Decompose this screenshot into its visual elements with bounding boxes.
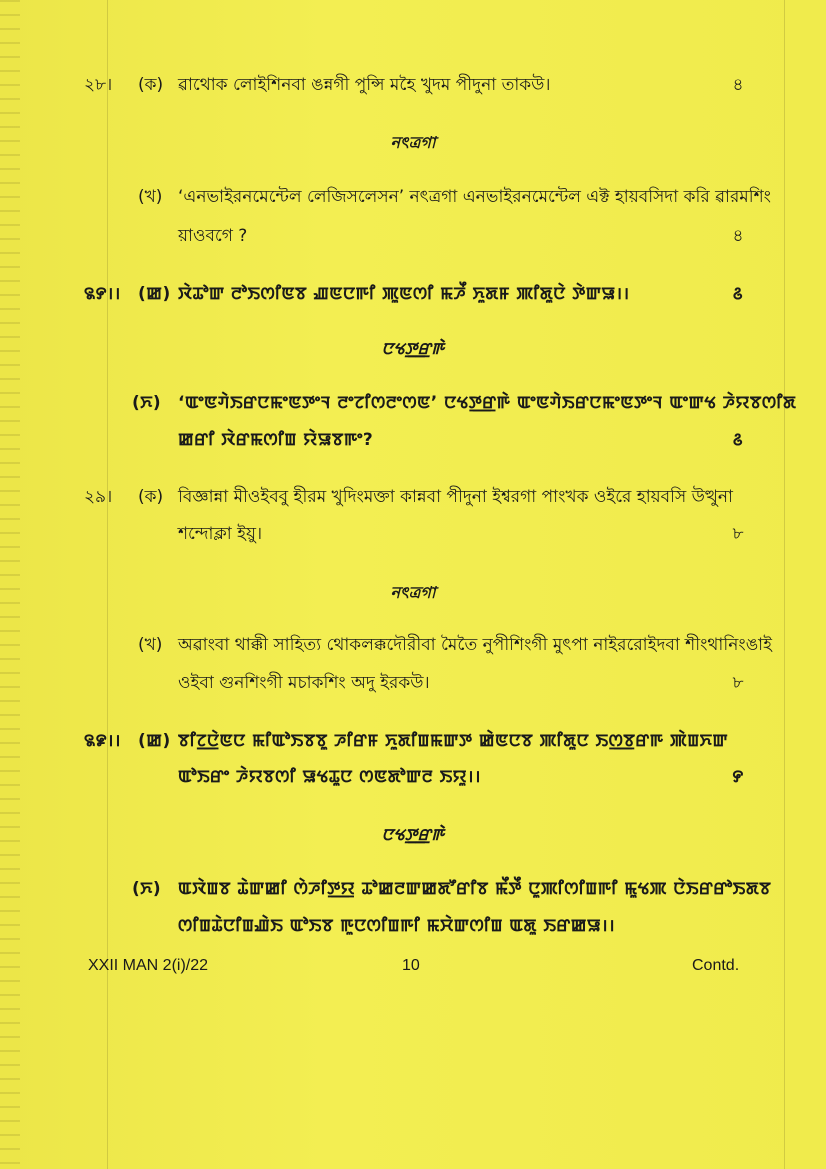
question-text-line1: বিজ্ঞান্না মীওইববু হীরম খুদিংমক্তা কান্নবা পীদুনা ইশ্বরগা পাংখক ওইরে হায়বসি উত্থুনা	[178, 487, 733, 507]
sub-label: (ꯀ)	[138, 731, 171, 751]
marks: ꯴	[732, 430, 744, 450]
or-heading-bengali: নৎত্রগা	[390, 583, 436, 602]
question-text-line1: ‘ꯑꯦꯟꯚꯥꯏꯔꯅꯃꯦꯟꯇꯦꯜ ꯂꯦꯖꯤꯁꯂꯦꯁꯟ’ ꯅꯠꯇ꯭ꯔꯒꯥ ꯑꯦꯟꯚꯥꯏꯔꯅꯃꯦꯟꯇꯦꯜ ꯑꯦꯛꯠ ꯍꯥꯌꯕꯁꯤꯗ	[178, 393, 797, 413]
question-number: ꯲꯹।।	[84, 731, 121, 751]
or-heading-meitei: ꯅꯠꯇ꯭ꯔꯒꯥ	[381, 825, 445, 844]
sub-label: (ꯈ)	[132, 879, 162, 899]
marks: ৮	[732, 673, 744, 693]
question-text: ৱাথোক লোইশিনবা ঙন্নগী পুন্সি মহৈ খুদম পীদুনা তাকউ।	[178, 75, 551, 95]
question-text-line2: য়াওবগে ?	[178, 226, 248, 246]
question-text-line2: শন্দোক্লা ইয়ু।	[178, 524, 263, 544]
sub-label: (খ)	[138, 187, 163, 207]
marks: ꯴	[732, 284, 744, 304]
or-heading-bengali: নৎত্রগা	[390, 133, 436, 152]
sub-label: (খ)	[138, 635, 163, 655]
marks: ৪	[732, 75, 744, 95]
question-number: ২৮।	[84, 75, 113, 95]
contd-label: Contd.	[692, 957, 740, 974]
marks: ৮	[732, 524, 744, 544]
question-text-line1: ꯕꯤꯖ꯭ꯅꯥꯟꯅ ꯃꯤꯑꯣꯏꯕꯕꯨ ꯍꯤꯔꯝ ꯈꯨꯗꯤꯡꯃꯛꯇ ꯀꯥꯟꯅꯕ ꯄꯤꯗꯨꯅ ꯏꯁ꯭ꯕꯔꯒ ꯄꯥꯡꯈꯛ	[178, 731, 729, 751]
sub-label: (ক)	[138, 487, 164, 507]
question-text-line2: ꯁꯤꯡꯊꯥꯅꯤꯡꯉꯥꯏ ꯑꯣꯏꯕ ꯒꯨꯅꯁꯤꯡꯒꯤ ꯃꯆꯥꯛꯁꯤꯡ ꯑꯗꯨ ꯏꯔꯀꯎ।।	[178, 916, 616, 936]
marks: ꯸	[732, 767, 744, 787]
sub-label: (ক)	[138, 75, 164, 95]
marks: ৪	[732, 226, 744, 246]
page-number: 10	[402, 957, 420, 974]
or-heading-meitei: ꯅꯠꯇ꯭ꯔꯒꯥ	[381, 339, 445, 358]
paper-code: XXII MAN 2(i)/22	[88, 957, 209, 974]
sub-label: (ꯈ)	[132, 393, 162, 413]
question-text-line2: ওইবা গুনশিংগী মচাকশিং অদু ইরকউ।	[178, 673, 430, 693]
question-number: ২৯।	[84, 487, 113, 507]
question-text-line2: ꯀꯔꯤ ꯋꯥꯔꯃꯁꯤꯡ ꯌꯥꯎꯕꯒꯦ?	[178, 430, 374, 450]
question-text-line1: ꯑꯋꯥꯡꯕ ꯊꯥꯛꯀꯤ ꯁꯥꯍꯤꯇ꯭ꯌ ꯊꯣꯀꯂꯛꯀꯗꯧꯔꯤꯕ ꯃꯩꯇꯩ ꯅꯨꯄꯤꯁꯤꯡꯒꯤ ꯃꯨꯠꯄ ꯅꯥꯏꯔꯔꯣꯏꯗꯕ	[178, 879, 772, 899]
question-number: ꯲꯸।।	[84, 284, 121, 304]
sub-label: (ꯀ)	[138, 284, 171, 304]
question-text-line1: অৱাংবা থাক্কী সাহিত্য থোকলক্কদৌরীবা মৈতৈ নুপীশিংগী মুৎপা নাইররোইদবা শীংথানিংঙাই	[178, 635, 772, 655]
question-text: ꯋꯥꯊꯣꯛ ꯂꯣꯏꯁꯤꯟꯕ ꯉꯟꯅꯒꯤ ꯄꯨꯟꯁꯤ ꯃꯍꯩ ꯈꯨꯗꯝ ꯄꯤꯗꯨꯅꯥ ꯇꯥꯛꯎ।।	[178, 284, 630, 304]
question-text-line1: ‘এনভাইরনমেন্টেল লেজিসলেসন’ নৎত্রগা এনভাইরনমেন্টেল এক্ট হায়বসিদা করি ৱারমশিং	[178, 187, 771, 207]
question-text-line2: ꯑꯣꯏꯔꯦ ꯍꯥꯌꯕꯁꯤ ꯎꯠꯊꯨꯅ ꯁꯟꯗꯣꯛꯂ ꯏꯌꯨ।।	[178, 767, 481, 787]
